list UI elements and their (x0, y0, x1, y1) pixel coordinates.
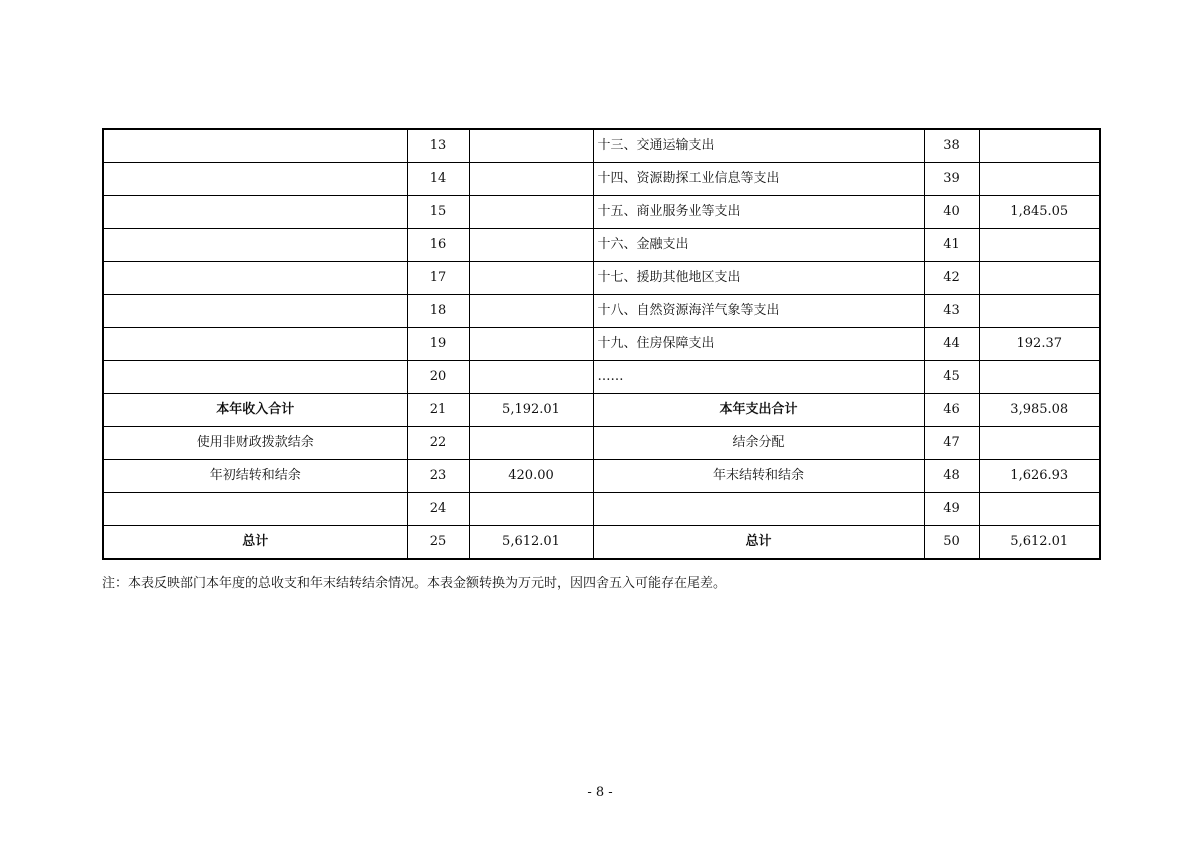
income-item-cell (103, 262, 407, 295)
income-line-number-cell: 22 (407, 427, 469, 460)
expense-amount-cell (979, 493, 1100, 526)
table-row (103, 229, 1100, 262)
income-amount-cell (469, 196, 593, 229)
expense-amount-cell (979, 129, 1100, 163)
table-row (103, 163, 1100, 196)
income-line-number-cell: 24 (407, 493, 469, 526)
table-row (103, 361, 1100, 394)
income-item-cell (103, 196, 407, 229)
table-row (103, 526, 1100, 560)
expense-item-cell: 十九、住房保障支出 (593, 328, 924, 361)
expense-item-cell: 年末结转和结余 (593, 460, 924, 493)
page-number: - 8 - (587, 785, 613, 800)
table-row (103, 394, 1100, 427)
table-row (103, 196, 1100, 229)
income-item-cell (103, 129, 407, 163)
expense-amount-cell: 3,985.08 (979, 394, 1100, 427)
table-row (103, 295, 1100, 328)
income-item-cell: 年初结转和结余 (103, 460, 407, 493)
expense-item-cell: 十六、金融支出 (593, 229, 924, 262)
expense-amount-cell: 1,845.05 (979, 196, 1100, 229)
income-line-number-cell: 25 (407, 526, 469, 560)
table-row (103, 427, 1100, 460)
income-line-number-cell: 23 (407, 460, 469, 493)
expense-grand-total-label: 总计 (593, 526, 924, 560)
budget-table (102, 128, 1101, 560)
expense-amount-cell (979, 295, 1100, 328)
expense-line-number-cell: 45 (924, 361, 979, 394)
expense-item-cell: 十七、援助其他地区支出 (593, 262, 924, 295)
table-row (103, 460, 1100, 493)
expense-line-number-cell: 46 (924, 394, 979, 427)
table-row (103, 493, 1100, 526)
expense-item-cell: 十八、自然资源海洋气象等支出 (593, 295, 924, 328)
expense-amount-cell (979, 361, 1100, 394)
income-item-cell (103, 493, 407, 526)
income-item-cell (103, 361, 407, 394)
expense-item-cell: 十五、商业服务业等支出 (593, 196, 924, 229)
income-amount-cell (469, 262, 593, 295)
income-item-cell (103, 163, 407, 196)
expense-line-number-cell: 42 (924, 262, 979, 295)
income-amount-cell: 420.00 (469, 460, 593, 493)
income-amount-cell (469, 427, 593, 460)
expense-line-number-cell: 48 (924, 460, 979, 493)
income-line-number-cell: 21 (407, 394, 469, 427)
table-row (103, 262, 1100, 295)
income-total-label: 本年收入合计 (103, 394, 407, 427)
income-item-cell (103, 229, 407, 262)
income-amount-cell (469, 493, 593, 526)
table-footnote: 注：本表反映部门本年度的总收支和年末结转结余情况。本表金额转换为万元时，因四舍五入可能存在尾差。 (102, 576, 727, 591)
expense-item-cell: 十三、交通运输支出 (593, 129, 924, 163)
expense-item-cell (593, 493, 924, 526)
expense-line-number-cell: 43 (924, 295, 979, 328)
expense-amount-cell (979, 262, 1100, 295)
expense-line-number-cell: 40 (924, 196, 979, 229)
income-line-number-cell: 14 (407, 163, 469, 196)
income-amount-cell: 5,612.01 (469, 526, 593, 560)
table-row (103, 129, 1100, 163)
expense-total-label: 本年支出合计 (593, 394, 924, 427)
expense-line-number-cell: 49 (924, 493, 979, 526)
expense-amount-cell: 1,626.93 (979, 460, 1100, 493)
expense-amount-cell (979, 229, 1100, 262)
expense-line-number-cell: 39 (924, 163, 979, 196)
income-amount-cell (469, 163, 593, 196)
expense-amount-cell (979, 427, 1100, 460)
expense-line-number-cell: 44 (924, 328, 979, 361)
expense-line-number-cell: 38 (924, 129, 979, 163)
income-item-cell: 使用非财政拨款结余 (103, 427, 407, 460)
income-amount-cell: 5,192.01 (469, 394, 593, 427)
income-amount-cell (469, 328, 593, 361)
income-line-number-cell: 13 (407, 129, 469, 163)
income-item-cell (103, 295, 407, 328)
income-line-number-cell: 20 (407, 361, 469, 394)
expense-item-cell: 十四、资源勘探工业信息等支出 (593, 163, 924, 196)
income-item-cell (103, 328, 407, 361)
income-amount-cell (469, 361, 593, 394)
table-row (103, 328, 1100, 361)
expense-line-number-cell: 41 (924, 229, 979, 262)
expense-amount-cell: 5,612.01 (979, 526, 1100, 560)
income-line-number-cell: 15 (407, 196, 469, 229)
income-amount-cell (469, 129, 593, 163)
expense-amount-cell: 192.37 (979, 328, 1100, 361)
income-line-number-cell: 19 (407, 328, 469, 361)
income-amount-cell (469, 295, 593, 328)
expense-line-number-cell: 47 (924, 427, 979, 460)
expense-item-cell: …… (593, 361, 924, 394)
income-grand-total-label: 总计 (103, 526, 407, 560)
expense-item-cell: 结余分配 (593, 427, 924, 460)
expense-line-number-cell: 50 (924, 526, 979, 560)
income-line-number-cell: 18 (407, 295, 469, 328)
income-line-number-cell: 16 (407, 229, 469, 262)
expense-amount-cell (979, 163, 1100, 196)
income-amount-cell (469, 229, 593, 262)
income-line-number-cell: 17 (407, 262, 469, 295)
